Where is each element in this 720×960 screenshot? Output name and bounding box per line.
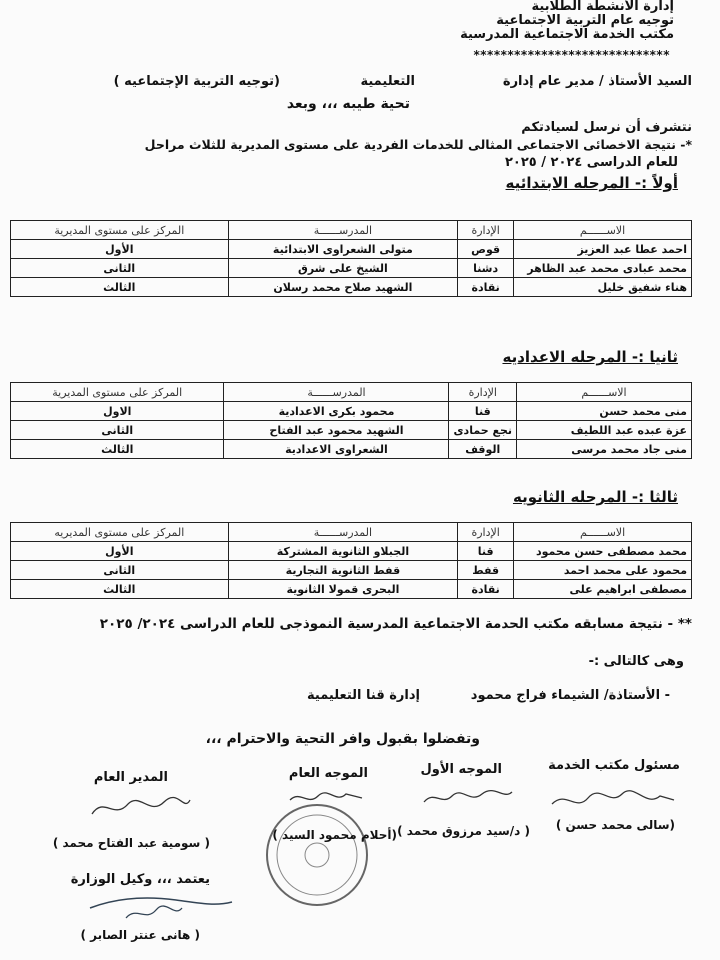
col-school: المدرســــــة [228,523,458,542]
cell-school: الشهيد محمود عبد الفتاح [224,421,449,440]
table-row [11,259,692,278]
table-row [11,580,692,599]
table-row [11,561,692,580]
signature-name-general: (أحلام محمود السيد ) [272,828,397,842]
primary-section-title: أولاً :- المرحله الابتدائيه [505,174,678,192]
table-header-row [11,221,692,240]
cell-name: محمود على محمد احمد [514,561,692,580]
cell-name: احمد عطا عبد العزيز [514,240,692,259]
header-stars: ***************************** [473,48,670,62]
salutation-dept: (توجيه التربية الإجتماعيه ) [113,74,280,89]
cell-admin: قفط [458,561,514,580]
cell-admin: قوص [458,240,514,259]
approval-line: يعتمد ،،، وكيل الوزارة [70,872,210,887]
model-office-line-1: ** - نتيجة مسابقه مكتب الحدمة الاجتماعية المدرسية النموذجى للعام الدراسى ٢٠٢٤/ ٢٠٢٥ [99,616,692,632]
signature-title-director: المدير العام [93,770,168,785]
table-row [11,278,692,297]
signature-scribble-director [84,790,194,824]
header-line-2: توجيه عام التربية الاجتماعية [496,13,674,28]
signature-title-general: الموجه العام [288,766,368,781]
cell-school: الشيخ على شرق [228,259,458,278]
greeting: تحية طيبه ،،، وبعد [286,96,410,112]
col-rank: المركز على مستوى المديرية [11,383,224,402]
cell-name: محمد مصطفى حسن محمود [514,542,692,561]
cell-admin: قنا [458,542,514,561]
cell-admin: دشنا [458,259,514,278]
model-office-line-2: وهى كالتالى :- [588,654,684,669]
salutation-edu: التعليمية [360,74,415,89]
signature-name-first: ( د/سيد مرزوق محمد ) [397,824,530,838]
table-row [11,440,692,459]
signature-scribble-first [418,782,518,812]
cell-rank: الثالث [11,278,229,297]
col-admin: الإدارة [458,221,514,240]
cell-school: الشهيد صلاح محمد رسلان [228,278,458,297]
cell-admin: نقادة [458,580,514,599]
cell-name: منى محمد حسن [517,402,692,421]
cell-name: هناء شفيق خليل [514,278,692,297]
cell-school: محمود بكرى الاعدادية [224,402,449,421]
intro-line-3: للعام الدراسى ٢٠٢٤ / ٢٠٢٥ [504,155,678,170]
table-row [11,402,692,421]
preparatory-table [10,382,692,459]
signature-title-first: الموجه الأول [420,762,502,777]
col-rank: المركز على مستوى المديرية [11,221,229,240]
approval-name: ( هانى عنتر الصابر ) [80,928,200,942]
winner-admin: إدارة قنا التعليمية [307,688,420,703]
signature-title-office: مسئول مكتب الخدمة [548,758,680,773]
table-header-row [11,383,692,402]
col-admin: الإدارة [449,383,517,402]
col-school: المدرســــــة [224,383,449,402]
secondary-section-title: ثالثا :- المرحله الثانويه [512,488,678,506]
table-row [11,240,692,259]
cell-admin: قنا [449,402,517,421]
cell-admin: الوقف [449,440,517,459]
cell-school: الشعراوى الاعدادية [224,440,449,459]
salutation-to: السيد الأستاذ / مدير عام إدارة [502,74,692,89]
winner-name: - الأستاذة/ الشيماء فراج محمود [470,688,670,703]
col-school: المدرســــــة [228,221,458,240]
primary-table [10,220,692,297]
cell-rank: الثالث [11,580,229,599]
signature-name-director: ( سومية عبد الفتاح محمد ) [52,836,210,850]
signature-scribble-office [548,786,678,814]
cell-name: عزة عبده عبد اللطيف [517,421,692,440]
intro-line-1: نتشرف أن نرسل لسيادتكم [521,120,692,135]
cell-name: منى جاد محمد مرسى [517,440,692,459]
cell-admin: نقادة [458,278,514,297]
cell-school: متولى الشعراوى الابتدائية [228,240,458,259]
col-admin: الإدارة [458,523,514,542]
table-row [11,542,692,561]
official-stamp [262,800,372,910]
col-name: الاســــــم [514,221,692,240]
col-name: الاســــــم [514,523,692,542]
intro-line-2: *- نتيجة الاخصائى الاجتماعى المثالى للخدمات الفردية على مستوى المديرية للثلاث مراحل [144,137,692,152]
col-rank: المركز على مستوى المديريه [11,523,229,542]
cell-school: البحرى قمولا الثانوية [228,580,458,599]
cell-rank: الثانى [11,561,229,580]
preparatory-section-title: ثانيا :- المرحله الاعداديه [502,348,678,366]
cell-rank: الثانى [11,259,229,278]
secondary-table [10,522,692,599]
signature-name-office: (سالى محمد حسن ) [555,818,675,832]
cell-admin: نجع حمادى [449,421,517,440]
cell-rank: الاول [11,402,224,421]
table-row [11,421,692,440]
closing-line: وتفضلوا بقبول وافر التحية والاحترام ،،، [205,731,480,747]
cell-school: قفط الثانوية التجارية [228,561,458,580]
cell-rank: الأول [11,240,229,259]
col-name: الاســــــم [517,383,692,402]
cell-rank: الثالث [11,440,224,459]
cell-school: الجبلاو الثانوية المشتركة [228,542,458,561]
cell-name: محمد عبادى محمد عبد الظاهر [514,259,692,278]
approval-signature-scribble [86,888,236,928]
cell-name: مصطفى ابراهيم على [514,580,692,599]
header-line-3: مكتب الخدمة الاجتماعية المدرسية [460,27,674,42]
cell-rank: الأول [11,542,229,561]
table-header-row [11,523,692,542]
cell-rank: الثانى [11,421,224,440]
header-line-1: إدارة الأنشطة الطلابية [531,0,674,14]
